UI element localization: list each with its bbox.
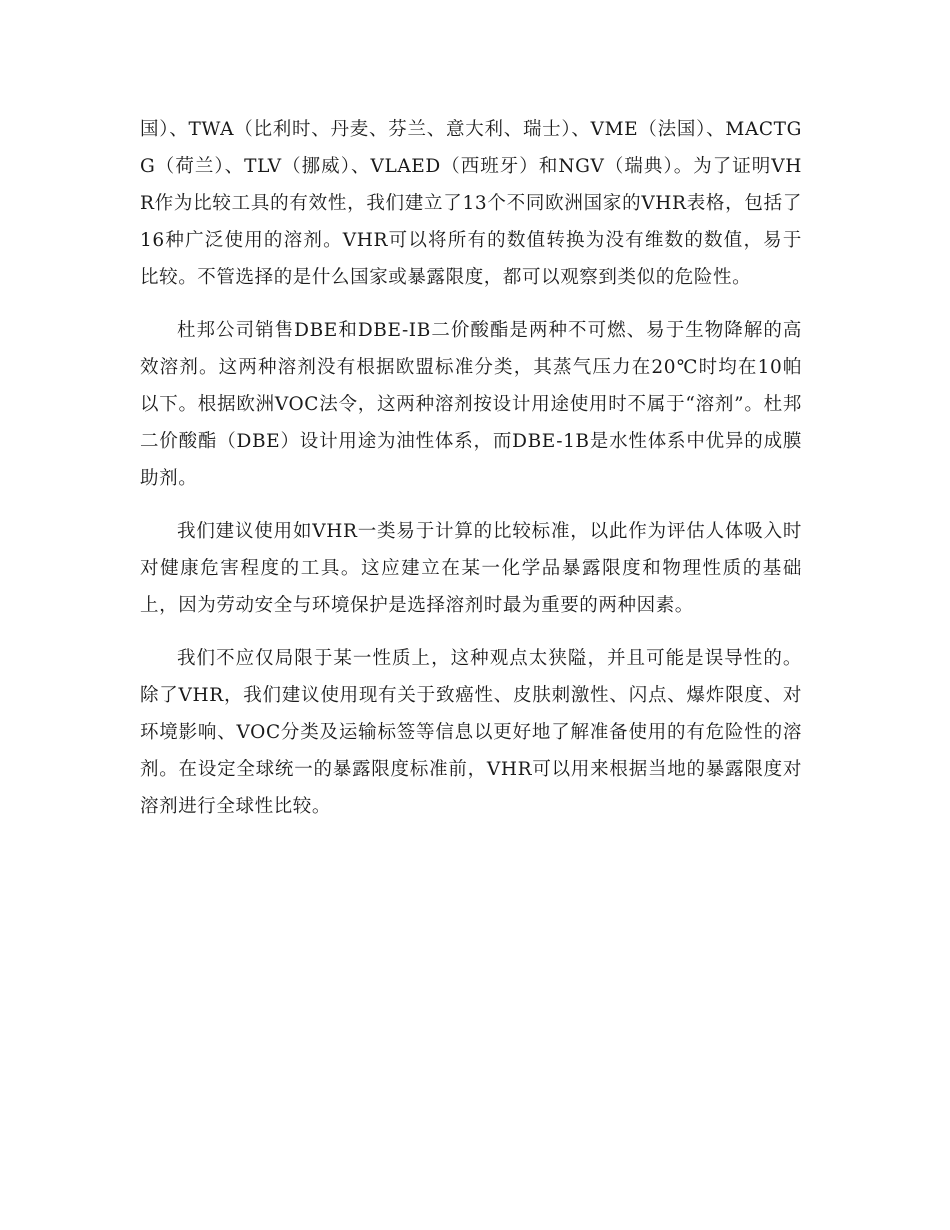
paragraph-1: 国）、TWA（比利时、丹麦、芬兰、意大利、瑞士）、VME（法国）、MACTGG（荷兰）、TLV（挪威）、VLAED（西班牙）和NGV（瑞典）。为了证明VHR作为比较工具的有效性，我们建立了13个不同欧洲国家的VHR表格，包括了16种广泛使用的溶剂。VHR可以将所有的数值转换为没有维数的数值，易于比较。不管选择的是什么国家或暴露限度，都可以观察到类似的危险性。 [140,119,802,288]
paragraph-3: 我们建议使用如VHR一类易于计算的比较标准，以此作为评估人体吸入时对健康危害程度的工具。这应建立在某一化学品暴露限度和物理性质的基础上，因为劳动安全与环境保护是选择溶剂时最为重要的两种因素。 [140,521,802,616]
document-page [140,111,802,841]
paragraph-4: 我们不应仅局限于某一性质上，这种观点太狭隘，并且可能是误导性的。除了VHR，我们建议使用现有关于致癌性、皮肤刺激性、闪点、爆炸限度、对环境影响、VOC分类及运输标签等信息以更好地了解准备使用的有危险性的溶剂。在设定全球统一的暴露限度标准前，VHR可以用来根据当地的暴露限度对溶剂进行全球性比较。 [140,648,802,817]
paragraph-2: 杜邦公司销售DBE和DBE-IB二价酸酯是两种不可燃、易于生物降解的高效溶剂。这两种溶剂没有根据欧盟标准分类，其蒸气压力在20℃时均在10帕以下。根据欧洲VOC法令，这两种溶剂按设计用途使用时不属于“溶剂”。杜邦二价酸酯（DBE）设计用途为油性体系，而DBE-1B是水性体系中优异的成膜助剂。 [140,320,802,489]
